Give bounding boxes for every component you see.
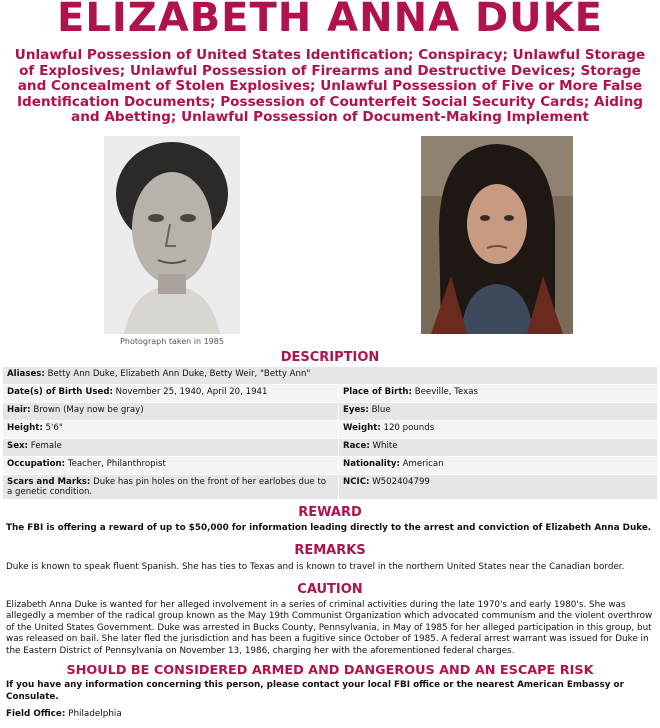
weight-label: Weight: bbox=[343, 422, 381, 433]
race-label: Race: bbox=[343, 440, 370, 451]
height-value: 5'6" bbox=[45, 422, 63, 433]
race-value: White bbox=[372, 440, 398, 451]
table-row bbox=[3, 420, 657, 438]
occupation-value: Teacher, Philanthropist bbox=[67, 458, 166, 469]
caution-text: Elizabeth Anna Duke is wanted for her alleged involvement in a series of criminal activities during the late 1970's and early 1980's. She was allegedly a member of the radical group known as the May 19th Communist Organization which advocated communism and the violent overthrow of the United States Government. Duke was arrested in Bucks County, Pennsylvania, in May of 1985 for her alleged participation in this group, but was released on bail. She later fled the jurisdiction and has been a fugitive since October of 1985. A federal arrest warrant was issued for Duke in the Eastern District of Pennsylvania on November 13, 1986, charging her with the aforementioned federal charges. bbox=[6, 599, 653, 656]
photo-1985-bw bbox=[104, 136, 240, 334]
contact-text: If you have any information concerning this person, please contact your local FBI office or the nearest American Embassy or Consulate. bbox=[6, 680, 624, 702]
armed-warning: SHOULD BE CONSIDERED ARMED AND DANGEROUS AND AN ESCAPE RISK bbox=[66, 663, 594, 678]
height-label: Height: bbox=[7, 422, 43, 433]
nationality-value: American bbox=[402, 458, 444, 469]
table-row bbox=[3, 402, 657, 420]
field-office-value: Philadelphia bbox=[68, 709, 122, 719]
table-row bbox=[3, 438, 657, 456]
nationality-label: Nationality: bbox=[343, 458, 400, 469]
remarks-text: Duke is known to speak fluent Spanish. She has ties to Texas and is known to travel in the northern United States near the Canadian border. bbox=[6, 562, 625, 572]
aliases-label: Aliases: bbox=[7, 368, 45, 379]
eyes-label: Eyes: bbox=[343, 404, 369, 415]
occupation-label: Occupation: bbox=[7, 458, 66, 469]
weight-value: 120 pounds bbox=[383, 422, 435, 433]
reward-heading: REWARD bbox=[298, 504, 362, 520]
poster-title: ELIZABETH ANNA DUKE bbox=[57, 0, 603, 41]
caution-heading: CAUTION bbox=[297, 581, 363, 597]
table-row bbox=[3, 384, 657, 402]
sex-label: Sex: bbox=[7, 440, 28, 451]
photos-area bbox=[0, 134, 660, 350]
scars-value: Duke has pin holes on the front of her earlobes due to a genetic condition. bbox=[7, 476, 327, 497]
description-table bbox=[3, 366, 657, 499]
scars-label: Scars and Marks: bbox=[7, 476, 91, 487]
pob-value: Beeville, Texas bbox=[414, 386, 478, 397]
field-office-label: Field Office: bbox=[6, 709, 66, 719]
ncic-value: W502404799 bbox=[372, 476, 430, 487]
aliases-value: Betty Ann Duke, Elizabeth Ann Duke, Betty Weir, "Betty Ann" bbox=[47, 368, 311, 379]
eyes-value: Blue bbox=[371, 404, 391, 415]
table-row bbox=[3, 474, 657, 499]
reward-text: The FBI is offering a reward of up to $50,000 for information leading directly to the arrest and conviction of Elizabeth Anna Duke. bbox=[6, 522, 652, 533]
pob-label: Place of Birth: bbox=[343, 386, 412, 397]
table-row bbox=[3, 456, 657, 474]
dob-value: November 25, 1940, April 20, 1941 bbox=[115, 386, 268, 397]
charges-list: Unlawful Possession of United States Identification; Conspiracy; Unlawful Storage of Explosives; Unlawful Possession of Firearms and Destructive Devices; Storage and Concealment of Stolen Explosives; Unlawful Possession of Five or More False Identification Documents; Possession of Counterfeit Social Security Cards; Aiding and Abetting; Unlawful Possession of Document-Making Implement bbox=[14, 47, 646, 125]
sex-value: Female bbox=[30, 440, 62, 451]
ncic-label: NCIC: bbox=[343, 476, 370, 487]
photo-color bbox=[421, 136, 573, 334]
hair-label: Hair: bbox=[7, 404, 31, 415]
hair-value: Brown (May now be gray) bbox=[33, 404, 144, 415]
dob-label: Date(s) of Birth Used: bbox=[7, 386, 113, 397]
description-heading: DESCRIPTION bbox=[280, 349, 380, 365]
photo-caption: Photograph taken in 1985 bbox=[120, 336, 224, 346]
remarks-heading: REMARKS bbox=[294, 543, 366, 558]
table-row bbox=[3, 366, 657, 384]
